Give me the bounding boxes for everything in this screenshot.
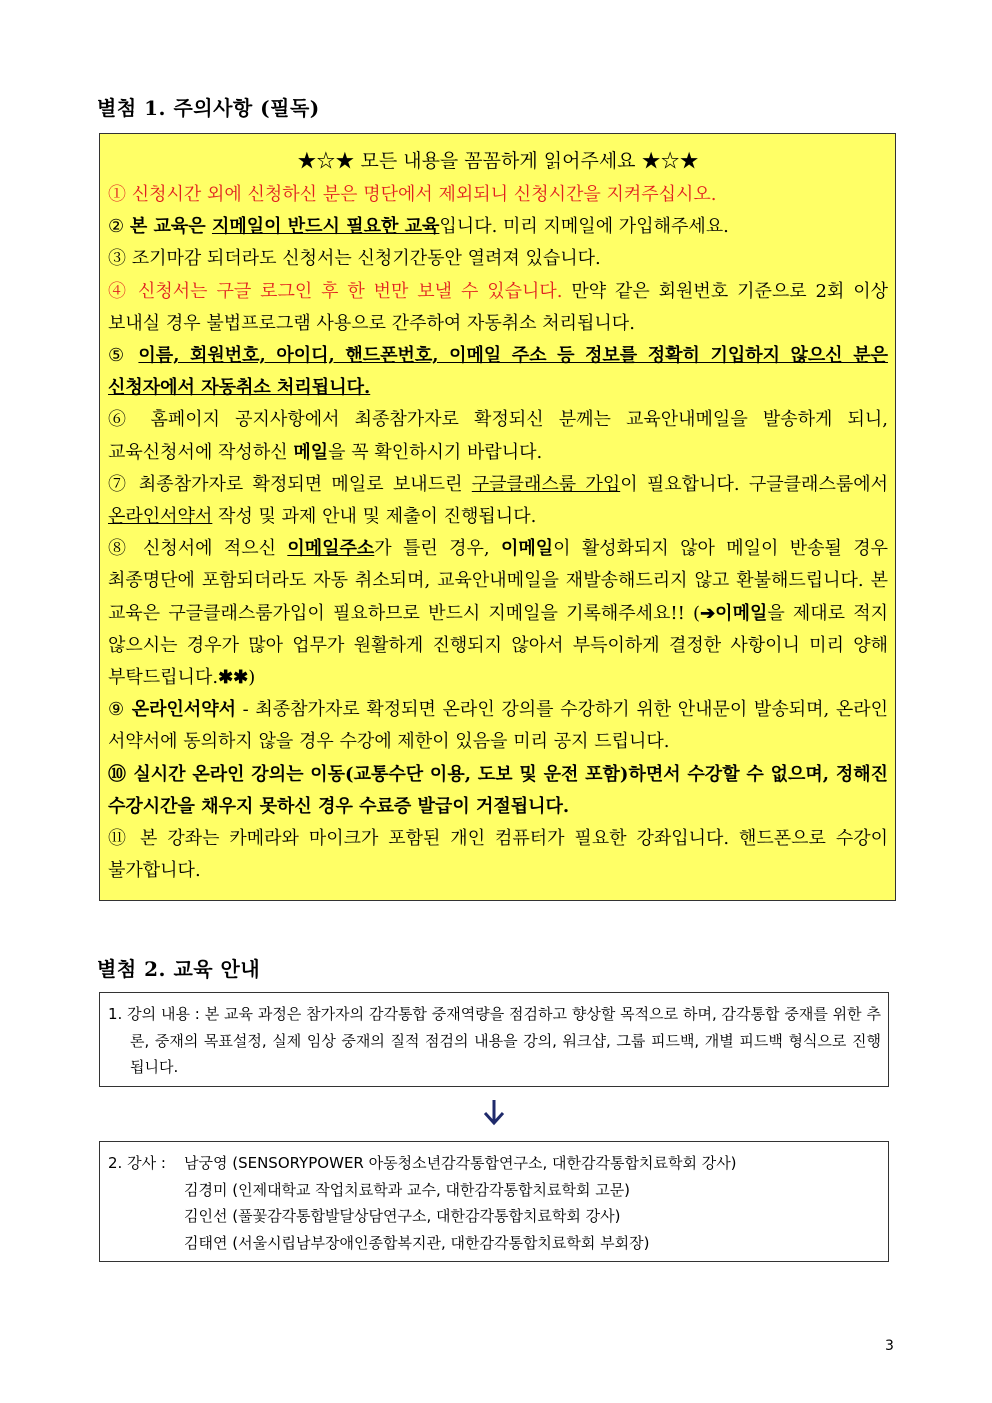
notice-box: [99, 133, 896, 901]
attachment-2-title: 별첨 2. 교육 안내: [97, 957, 261, 981]
instructor-name: 김태연 (서울시립남부장애인종합복지관, 대한감각통합치료학회 부회장): [184, 1233, 650, 1252]
instructor-row: [108, 1203, 880, 1230]
instructor-row: [108, 1177, 880, 1204]
course-content-box: [99, 992, 889, 1087]
notice-item-6: ⑥ 홈페이지 공지사항에서 최종참가자로 확정되신 분께는 교육안내메일을 발송하게 되니, 교육신청서에 작성하신 메일을 꼭 확인하시기 바랍니다.: [108, 409, 888, 463]
page-number: 3: [885, 1338, 894, 1354]
notice-item-2: ② 본 교육은 지메일이 반드시 필요한 교육입니다. 미리 지메일에 가입해주세요.: [108, 216, 729, 238]
instructor-name: 남궁영 (SENSORYPOWER 아동청소년감각통합연구소, 대한감각통합치료학회 강사): [184, 1154, 737, 1172]
notice-item-11: ⑪ 본 강좌는 카메라와 마이크가 포함된 개인 컴퓨터가 필요한 강좌입니다. 핸드폰으로 수강이 불가합니다.: [108, 828, 888, 882]
instructors-box: [99, 1141, 889, 1262]
instructors-label: 2. 강사 :: [108, 1154, 166, 1172]
notice-item-9: ⑨ 온라인서약서 - 최종참가자로 확정되면 온라인 강의를 수강하기 위한 안내문이 발송되며, 온라인 서약서에 동의하지 않을 경우 수강에 제한이 있음을 미리 공지 드립니다.: [108, 699, 889, 753]
instructor-row: [108, 1150, 880, 1177]
attachment-1-title: 별첨 1. 주의사항 (필독): [97, 96, 320, 120]
notice-item-3: ③ 조기마감 되더라도 신청서는 신청기간동안 열려져 있습니다.: [108, 248, 601, 270]
notice-item-7: ⑦ 최종참가자로 확정되면 메일로 보내드린 구글클래스룸 가입이 필요합니다. 구글클래스룸에서 온라인서약서 작성 및 과제 안내 및 제출이 진행됩니다.: [108, 473, 888, 528]
instructor-name: 김경미 (인제대학교 작업치료학과 교수, 대한감각통합치료학회 고문): [184, 1180, 631, 1199]
notice-header: ★☆★ 모든 내용을 꼼꼼하게 읽어주세요 ★☆★: [297, 150, 699, 172]
notice-item-10: ⑩ 실시간 온라인 강의는 이동(교통수단 이용, 도보 및 운전 포함)하면서 수강할 수 없으며, 정해진 수강시간을 채우지 못하신 경우 수료증 발급이 거절됩니다.: [108, 763, 888, 817]
notice-item-8: ⑧ 신청서에 적으신 이메일주소가 틀린 경우, 이메일이 활성화되지 않아 메일이 반송될 경우 최종명단에 포함되더라도 자동 취소되며, 교육안내메일을 재발송해드리지 않고 환불해드립니다. 본 교육은 구글클래스룸가입이 필요하므로 반드시 지메일을 기록해주세요!! (➔이메일을 제대로 적지 않으시는 경우가 많아 업무가 원활하게 진행되지 않아서 부득이하게 결정한 사항이니 미리 양해 부탁드립니다.✱✱): [108, 538, 888, 689]
course-content-text: 1. 강의 내용 : 본 교육 과정은 참가자의 감각통합 중재역량을 점검하고 향상할 목적으로 하며, 감각통합 중재를 위한 추론, 중재의 목표설정, 실제 임상 중재의 질적 점검의 내용을 강의, 워크샵, 그룹 피드백, 개별 피드백 형식으로 진행됩니다.: [108, 1005, 881, 1076]
notice-item-1: ① 신청시간 외에 신청하신 분은 명단에서 제외되니 신청시간을 지켜주십시오.: [108, 184, 717, 205]
instructor-row: [108, 1230, 880, 1257]
arrow-down-icon: [481, 1097, 507, 1127]
notice-item-5: ⑤ 이름, 회원번호, 아이디, 핸드폰번호, 이메일 주소 등 정보를 정확히 기입하지 않으신 분은 신청자에서 자동취소 처리됩니다.: [108, 345, 889, 399]
notice-item-4: ④ 신청서는 구글 로그인 후 한 번만 보낼 수 있습니다. 만약 같은 회원번호 기준으로 2회 이상 보내실 경우 불법프로그램 사용으로 간주하여 자동취소 처리됩니다.: [108, 280, 888, 334]
instructor-name: 김인선 (풀꽃감각통합발달상담연구소, 대한감각통합치료학회 강사): [184, 1207, 621, 1225]
